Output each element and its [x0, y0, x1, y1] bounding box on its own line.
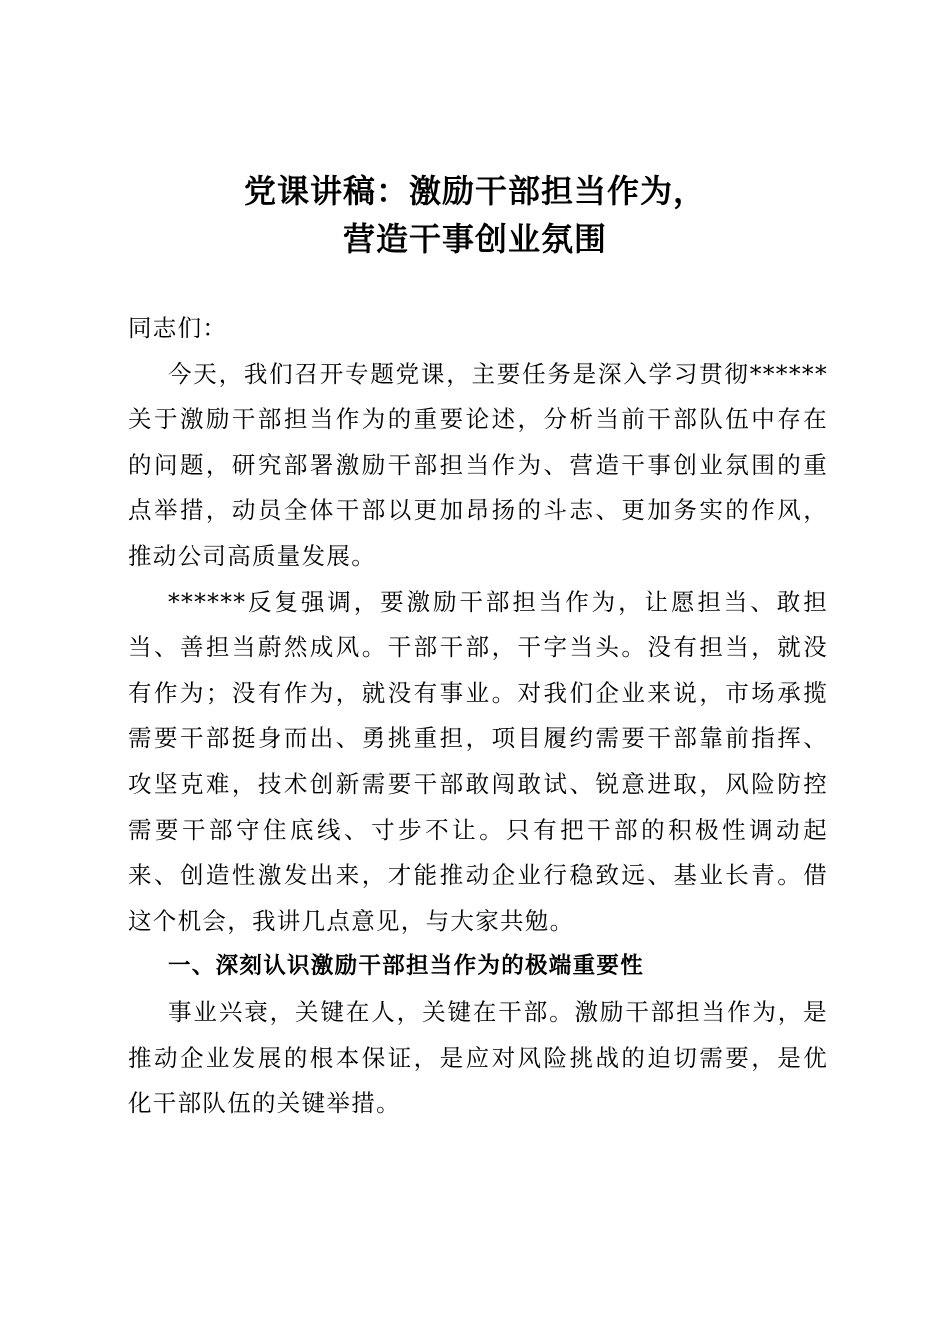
- greeting: 同志们：: [128, 314, 228, 342]
- paragraph-line: 推动企业发展的根本保证，是应对风险挑战的迫切需要，是优: [128, 1043, 828, 1072]
- paragraph-line: 当、善担当蔚然成风。干部干部，干字当头。没有担当，就没: [128, 633, 828, 662]
- paragraph-line: 点举措，动员全体干部以更加昂扬的斗志、更加务实的作风，: [128, 496, 828, 525]
- paragraph-line: 需要干部挺身而出、勇挑重担，项目履约需要干部靠前指挥、: [128, 724, 828, 753]
- paragraph-line: 推动公司高质量发展。: [128, 541, 376, 570]
- paragraph-line: 化干部队伍的关键举措。: [128, 1089, 401, 1118]
- document-body: [128, 306, 828, 1127]
- paragraph-line: 关于激励干部担当作为的重要论述，分析当前干部队伍中存在: [128, 405, 828, 434]
- paragraph-1: [128, 352, 828, 580]
- paragraph-line: 今天，我们召开专题党课，主要任务是深入学习贯彻******: [168, 359, 828, 388]
- section-1-heading: 一、深刻认识激励干部担当作为的极端重要性: [168, 953, 645, 980]
- paragraph-line: 攻坚克难，技术创新需要干部敢闯敢试、锐意进取，风险防控: [128, 769, 828, 798]
- document-title-line-1: 党课讲稿：激励干部担当作为，: [243, 172, 706, 210]
- paragraph-line: 来、创造性激发出来，才能推动企业行稳致远、基业长青。借: [128, 861, 828, 890]
- paragraph-line: 这个机会，我讲几点意见，与大家共勉。: [128, 906, 575, 935]
- paragraph-2: [128, 580, 828, 945]
- paragraph-line: ******反复强调，要激励干部担当作为，让愿担当、敢担: [168, 587, 828, 616]
- section-1-paragraph: [128, 990, 828, 1127]
- paragraph-line: 有作为；没有作为，就没有事业。对我们企业来说，市场承揽: [128, 678, 828, 707]
- document-title-line-2: 营造干事创业氛围: [342, 220, 607, 258]
- paragraph-line: 的问题，研究部署激励干部担当作为、营造干事创业氛围的重: [128, 450, 828, 479]
- paragraph-line: 需要干部守住底线、寸步不让。只有把干部的积极性调动起: [128, 815, 828, 844]
- paragraph-line: 事业兴衰，关键在人，关键在干部。激励干部担当作为，是: [168, 997, 828, 1026]
